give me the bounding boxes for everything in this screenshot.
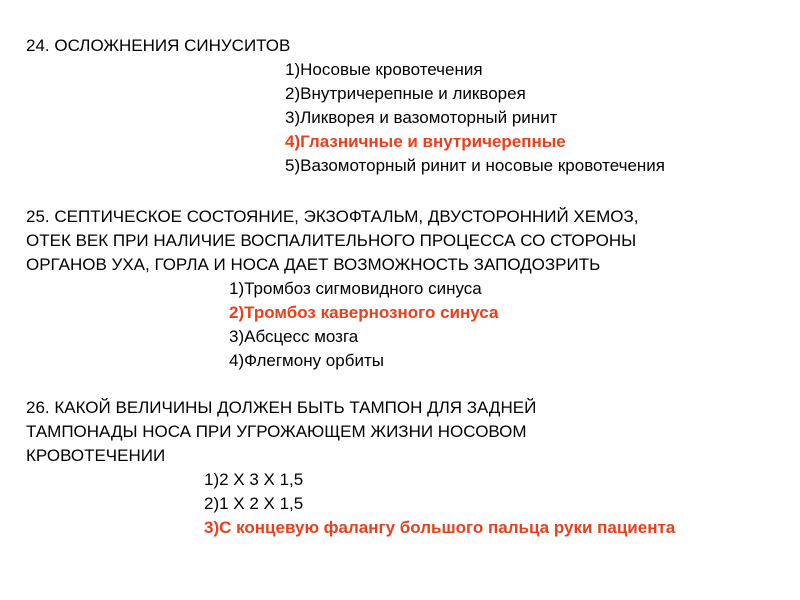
- question-25-option-1: 1)Тромбоз сигмовидного синуса: [229, 279, 482, 298]
- question-25-title-line-3: ОРГАНОВ УХА, ГОРЛА И НОСА ДАЕТ ВОЗМОЖНОСТЬ ЗАПОДОЗРИТЬ: [26, 255, 601, 274]
- question-24-title: 24. ОСЛОЖНЕНИЯ СИНУСИТОВ: [26, 36, 291, 55]
- question-24-option-5: 5)Вазомоторный ринит и носовые кровотечения: [285, 156, 666, 175]
- question-25-option-4: 4)Флегмону орбиты: [229, 351, 384, 370]
- question-26-option-1: 1)2 Х 3 Х 1,5: [204, 470, 304, 489]
- question-25-title-line-1: 25. СЕПТИЧЕСКОЕ СОСТОЯНИЕ, ЭКЗОФТАЛЬМ, ДВУСТОРОННИЙ ХЕМОЗ,: [26, 207, 639, 226]
- question-24-option-1: 1)Носовые кровотечения: [285, 60, 483, 79]
- question-24-option-3: 3)Ликворея и вазомоторный ринит: [285, 108, 558, 127]
- question-24-option-2: 2)Внутричерепные и ликворея: [285, 84, 526, 103]
- question-26-option-2: 2)1 Х 2 Х 1,5: [204, 494, 304, 513]
- question-25-option-3: 3)Абсцесс мозга: [229, 327, 359, 346]
- question-26-title-line-3: КРОВОТЕЧЕНИИ: [26, 446, 166, 465]
- question-24-option-4-correct: 4)Глазничные и внутричерепные: [285, 132, 566, 151]
- question-25-title-line-2: ОТЕК ВЕК ПРИ НАЛИЧИЕ ВОСПАЛИТЕЛЬНОГО ПРОЦЕССА СО СТОРОНЫ: [26, 231, 637, 250]
- question-26-option-3-correct: 3)С концевую фалангу большого пальца руки пациента: [204, 518, 676, 537]
- question-26-title-line-2: ТАМПОНАДЫ НОСА ПРИ УГРОЖАЮЩЕМ ЖИЗНИ НОСОВОМ: [26, 422, 527, 441]
- question-25-option-2-correct: 2)Тромбоз кавернозного синуса: [229, 303, 499, 322]
- question-26-title-line-1: 26. КАКОЙ ВЕЛИЧИНЫ ДОЛЖЕН БЫТЬ ТАМПОН ДЛЯ ЗАДНЕЙ: [26, 398, 537, 417]
